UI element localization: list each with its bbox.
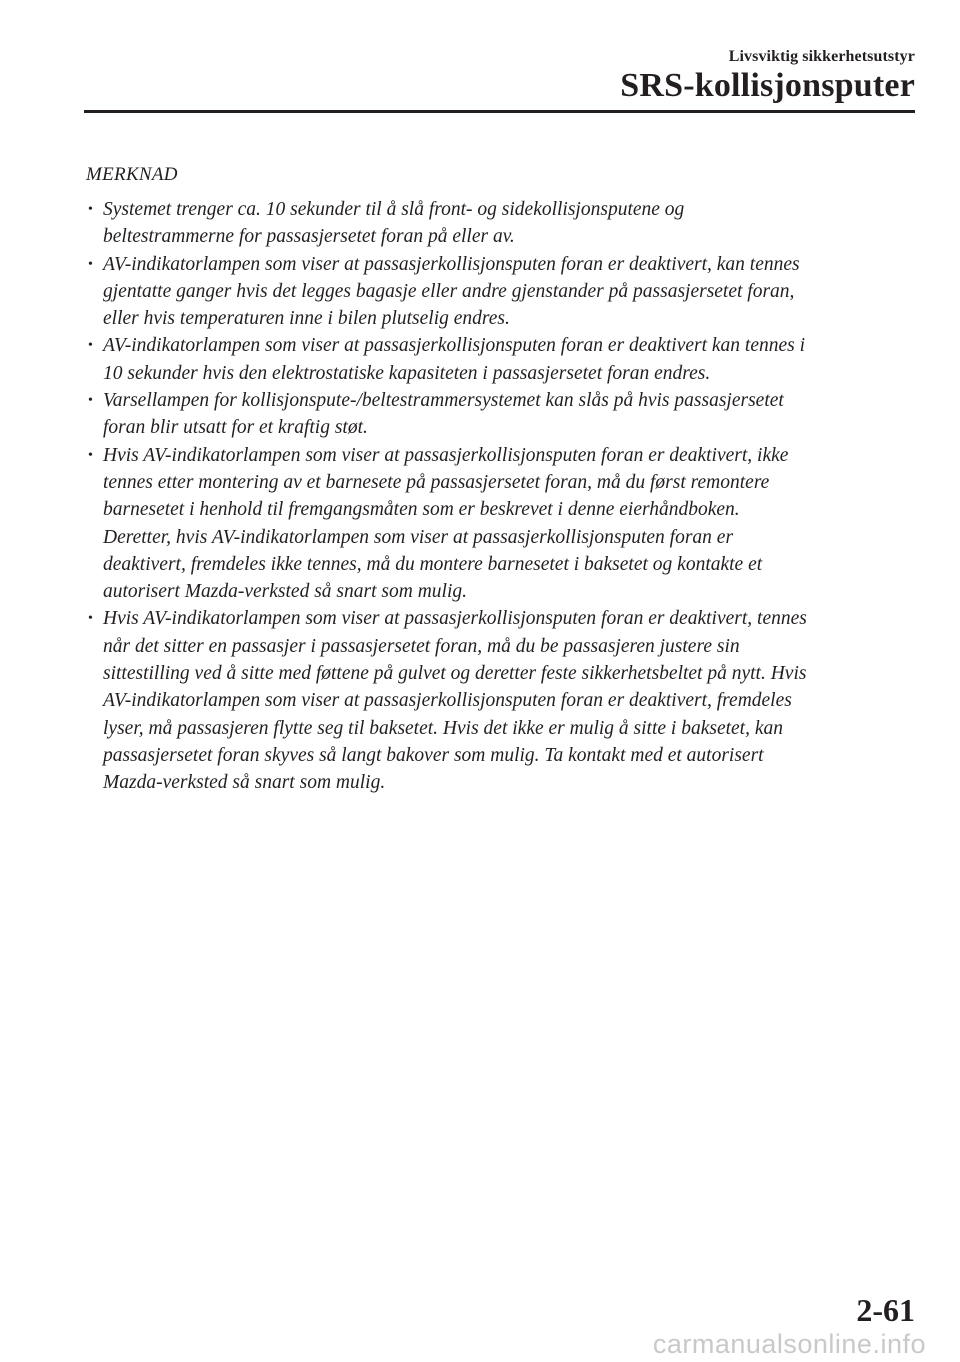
- bullet-icon: •: [88, 202, 93, 217]
- note-list: [86, 196, 916, 797]
- page-header: [620, 48, 915, 104]
- note-heading: MERKNAD: [86, 164, 178, 185]
- list-item: [86, 332, 916, 387]
- list-item-text: Systemet trenger ca. 10 sekunder til å slå front- og sidekollisjonsputene og beltestrammerne for passasjersetet foran på eller av.: [103, 199, 685, 248]
- page-number: 2-61: [856, 1292, 915, 1328]
- list-item: [86, 251, 916, 333]
- list-item: [86, 387, 916, 442]
- bullet-icon: •: [88, 611, 93, 627]
- bullet-icon: •: [88, 393, 93, 409]
- list-item-text: Hvis AV-indikatorlampen som viser at passasjerkollisjonsputen foran er deaktivert, tennes når det sitter en passasjer i passasjersetet foran, må du be passasjeren justere sin sittestilling ved å sitte med føttene på gulvet og deretter feste sikkerhetsbeltet på nytt. Hvis AV-indikatorlampen som viser at passasjerkollisjonsputen foran er deaktivert, fremdeles lyser, må passasjeren flytte seg til baksetet. Hvis det ikke er mulig å sitte i baksetet, kan passasjersetet foran skyves så langt bakover som mulig. Ta kontakt med et autorisert Mazda-verksted så snart som mulig.: [103, 608, 807, 794]
- header-divider: [84, 110, 915, 113]
- list-item: [86, 196, 916, 251]
- list-item: [86, 605, 916, 796]
- list-item: [86, 442, 916, 606]
- section-label: Livsviktig sikkerhetsutstyr: [728, 48, 915, 65]
- watermark: carmanualsonline.info: [652, 1329, 926, 1359]
- note-box: [86, 162, 916, 797]
- page-title: SRS-kollisjonsputer: [620, 67, 915, 104]
- list-item-text: AV-indikatorlampen som viser at passasjerkollisjonsputen foran er deaktivert, kan tennes gjentatte ganger hvis det legges bagasje eller andre gjenstander på passasjersetet foran, eller hvis temperaturen inne i bilen plutselig endres.: [103, 253, 800, 330]
- bullet-icon: •: [88, 447, 93, 463]
- bullet-icon: •: [88, 338, 93, 354]
- list-item-text: Varsellampen for kollisjonspute-/beltestrammersystemet kan slås på hvis passasjersetet foran blir utsatt for et kraftig støt.: [103, 390, 784, 439]
- list-item-text: Hvis AV-indikatorlampen som viser at passasjerkollisjonsputen foran er deaktivert, ikke tennes etter montering av et barnesete på passasjersetet foran, må du først remontere barnesetet i henhold til fremgangsmåten som er beskrevet i denne eierhåndboken. Deretter, hvis AV-indikatorlampen som viser at passasjerkollisjonsputen foran er deaktivert, fremdeles ikke tennes, må du montere barnesetet i baksetet og kontakte et autorisert Mazda-verksted så snart som mulig.: [103, 444, 789, 603]
- list-item-text: AV-indikatorlampen som viser at passasjerkollisjonsputen foran er deaktivert kan tennes i 10 sekunder hvis den elektrostatiske kapasiteten i passasjersetet foran endres.: [103, 335, 806, 384]
- bullet-icon: •: [88, 256, 93, 272]
